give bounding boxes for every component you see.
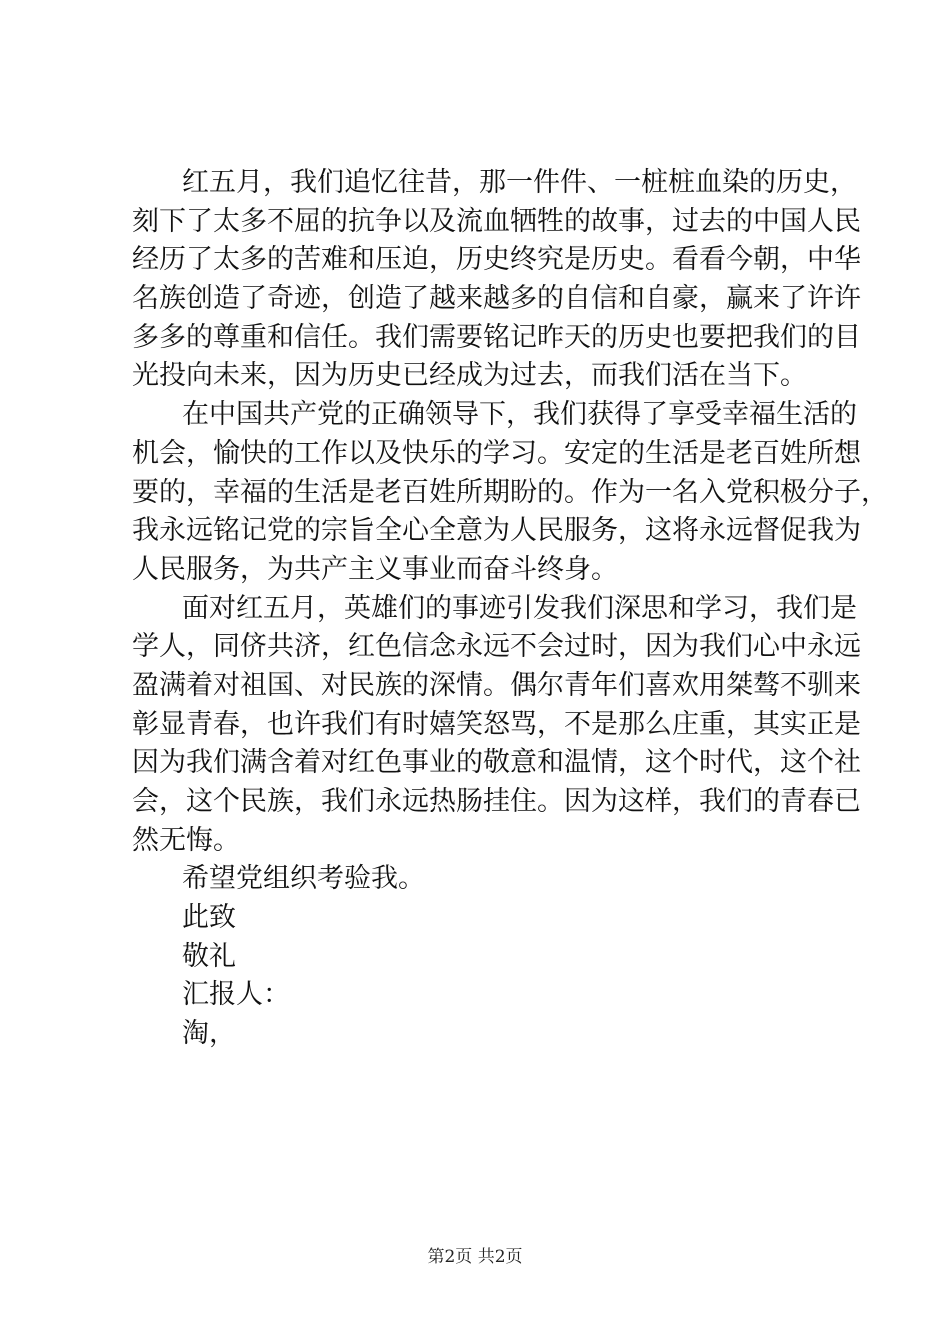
text-line: 人民服务，为共产主义事业而奋斗终身。	[132, 553, 618, 585]
closing-hope: 希望党组织考验我。	[182, 863, 425, 895]
text-line: 彰显青春，也许我们有时嬉笑怒骂，不是那么庄重，其实正是	[132, 708, 861, 740]
text-line: 光投向未来，因为历史已经成为过去，而我们活在当下。	[132, 360, 807, 392]
text-line: 机会，愉快的工作以及快乐的学习。安定的生活是老百姓所想	[132, 437, 861, 469]
signature: 淘，	[182, 1018, 236, 1050]
text-line: 名族创造了奇迹，创造了越来越多的自信和自豪，赢来了许许	[132, 283, 861, 315]
text-line: 会，这个民族，我们永远热肠挂住。因为这样，我们的青春已	[132, 786, 861, 817]
closing-block	[132, 860, 832, 1053]
text-line: 我永远铭记党的宗旨全心全意为人民服务，这将永远督促我为	[132, 515, 861, 547]
paragraph-1	[132, 164, 861, 396]
document-body	[132, 164, 888, 1054]
text-line: 要的，幸福的生活是老百姓所期盼的。作为一名入党积极分子，	[132, 476, 888, 508]
text-line: 因为我们满含着对红色事业的敬意和温情，这个时代，这个社	[132, 747, 861, 779]
paragraph-3	[132, 590, 861, 861]
text-line: 多多的尊重和信任。我们需要铭记昨天的历史也要把我们的目	[132, 321, 861, 353]
page-number-footer: 第2页 共2页	[427, 1247, 523, 1267]
text-line: 红五月，我们追忆往昔，那一件件、一桩桩血染的历史，	[182, 167, 857, 198]
text-line: 在中国共产党的正确领导下，我们获得了享受幸福生活的	[182, 399, 857, 431]
reporter-label: 汇报人：	[182, 979, 290, 1011]
text-line: 经历了太多的苦难和压迫，历史终究是历史。看看今朝，中华	[132, 244, 861, 276]
closing-salutation: 此致	[182, 902, 236, 934]
text-line: 面对红五月，英雄们的事迹引发我们深思和学习，我们是	[182, 592, 857, 624]
closing-respect: 敬礼	[182, 940, 236, 972]
text-line: 刻下了太多不屈的抗争以及流血牺牲的故事，过去的中国人民	[132, 205, 861, 237]
paragraph-2	[132, 396, 888, 589]
text-line: 盈满着对祖国、对民族的深情。偶尔青年们喜欢用桀骜不驯来	[132, 669, 861, 701]
text-line: 学人，同侪共济，红色信念永远不会过时，因为我们心中永远	[132, 631, 861, 663]
text-line: 然无悔。	[132, 824, 240, 856]
